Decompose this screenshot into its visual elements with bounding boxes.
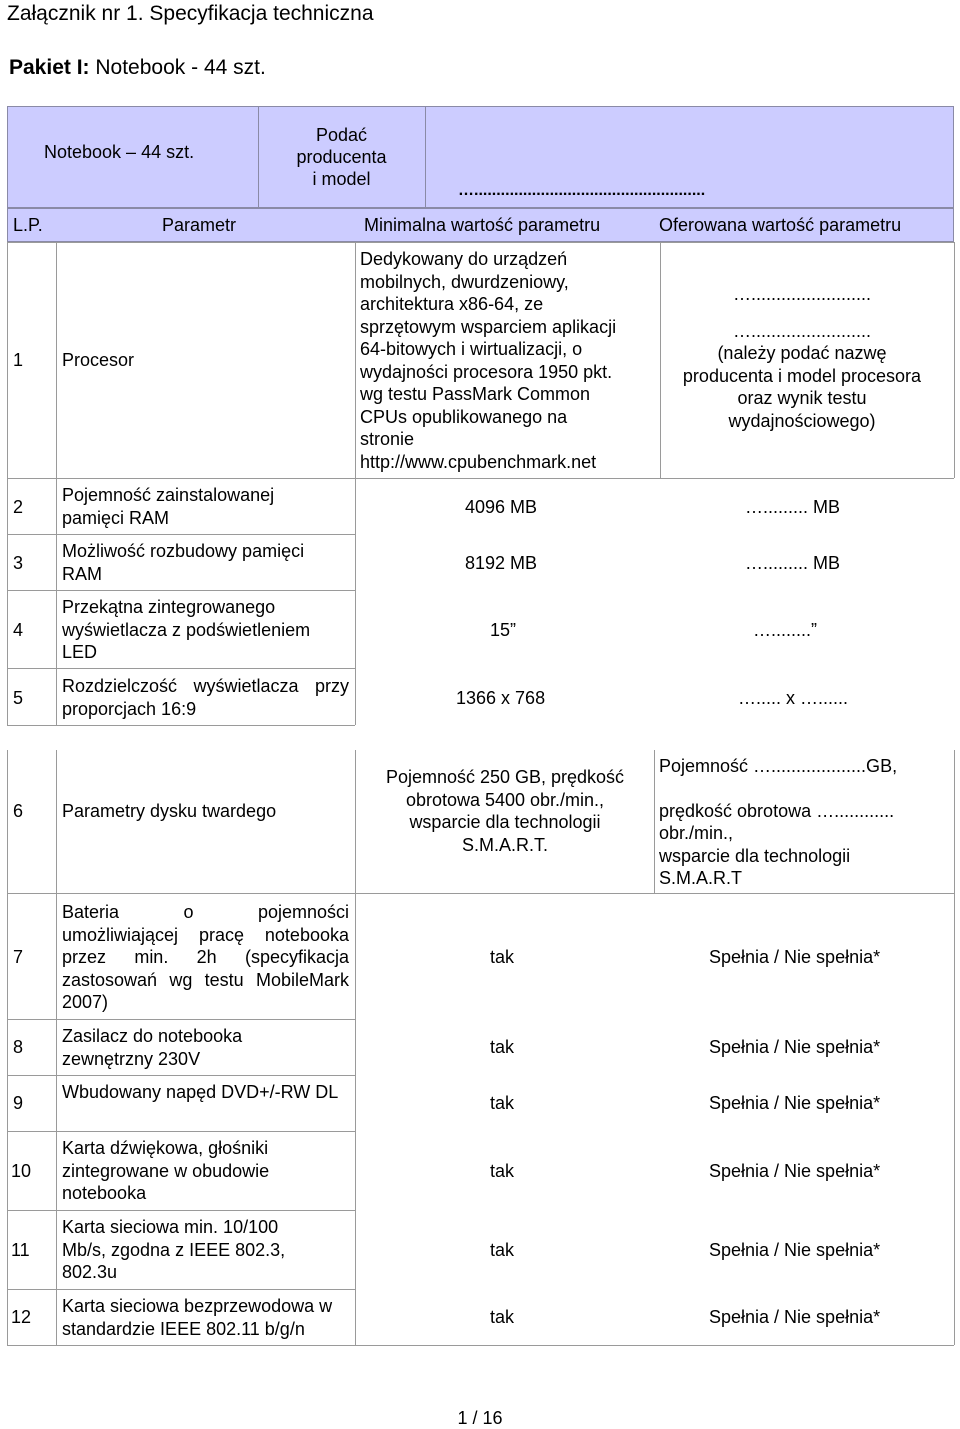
- row-number: 7: [13, 947, 24, 967]
- row-offered-value[interactable]: …........”: [753, 620, 818, 640]
- row-offered-value[interactable]: Spełnia / Nie spełnia*: [709, 1240, 881, 1260]
- grid-line: [7, 750, 8, 893]
- row-parameter: Parametry dysku twardego: [62, 801, 277, 821]
- grid-line: [7, 725, 355, 726]
- grid-line: [7, 1210, 355, 1211]
- grid-line: [355, 242, 356, 725]
- grid-line: [7, 242, 8, 725]
- row-min-value: 15”: [490, 620, 517, 640]
- row-number: 9: [13, 1093, 24, 1113]
- row-min-value: 8192 MB: [465, 553, 538, 573]
- grid-line: [7, 1131, 355, 1132]
- row-min-value: Pojemność 250 GB, prędkość obrotowa 5400 obr./min., wsparcie dla technologii S.M.A.R.T.: [385, 767, 625, 855]
- row-offered-value[interactable]: Spełnia / Nie spełnia*: [709, 1093, 881, 1113]
- row-parameter: Bateria o pojemności umożliwiającej pracę notebooka przez min. 2h (specyfikacja zastosowań wg testu MobileMark 2007): [62, 902, 349, 1012]
- grid-line: [355, 1345, 954, 1346]
- provide-model-label: Podać producenta i model: [296, 125, 387, 189]
- row-parameter: Pojemność zainstalowanej pamięci RAM: [62, 485, 275, 528]
- row-min-value: tak: [490, 1240, 515, 1260]
- row-parameter: Procesor: [62, 350, 135, 370]
- grid-line: [7, 668, 355, 669]
- grid-line: [7, 893, 8, 1345]
- row-number: 5: [13, 688, 24, 708]
- row-parameter: Zasilacz do notebooka zewnętrzny 230V: [62, 1026, 243, 1069]
- row-parameter: Wbudowany napęd DVD+/-RW DL: [62, 1082, 339, 1102]
- grid-line: [954, 242, 955, 478]
- grid-line: [56, 893, 57, 1345]
- grid-line: [7, 590, 355, 591]
- package-title: [9, 56, 266, 80]
- grid-line: [7, 534, 355, 535]
- row-number: 3: [13, 553, 24, 573]
- row-parameter: Karta sieciowa min. 10/100 Mb/s, zgodna z IEEE 802.3, 802.3u: [62, 1217, 286, 1282]
- row-offered-value[interactable]: Spełnia / Nie spełnia*: [709, 1037, 881, 1057]
- row-min-value: tak: [490, 1161, 515, 1181]
- row-offered-value[interactable]: …......... MB: [745, 553, 841, 573]
- row-min-value: tak: [490, 947, 515, 967]
- row-min-value: tak: [490, 1093, 515, 1113]
- grid-line: [7, 1075, 355, 1076]
- row-number: 11: [11, 1240, 30, 1260]
- row-offered-value[interactable]: Pojemność …...................GB, prędkość obrotowa …............ obr./min., wsparcie dla technologii S.M.A.R.T: [659, 756, 898, 888]
- grid-line: [56, 750, 57, 893]
- row-parameter: Rozdzielczość wyświetlacza przy proporcjach 16:9: [62, 676, 349, 719]
- row-offered-value[interactable]: …..... x …......: [738, 688, 849, 708]
- row-parameter: Przekątna zintegrowanego wyświetlacza z podświetleniem LED: [62, 597, 311, 662]
- col-lp: L.P.: [13, 215, 43, 235]
- package-text: Notebook - 44 szt.: [89, 56, 266, 79]
- row-min-value: Dedykowany do urządzeń mobilnych, dwurdzeniowy, architektura x86-64, ze sprzętowym wsparciem aplikacji 64-bitowych i wirtualizacji, o wydajności procesora 1950 pkt. wg testu PassMark Common CPUs opublikowanego na stronie http://www.cpubenchmark.net: [360, 249, 617, 472]
- page-number: 1 / 16: [457, 1408, 503, 1428]
- row-offered-value[interactable]: Spełnia / Nie spełnia*: [709, 1307, 881, 1327]
- grid-line: [7, 893, 954, 894]
- grid-line: [355, 893, 356, 1345]
- row-min-value: 4096 MB: [465, 497, 538, 517]
- row-parameter: Możliwość rozbudowy pamięci RAM: [62, 541, 305, 584]
- row-number: 1: [13, 350, 24, 370]
- model-input-dots[interactable]: …....................................................: [458, 182, 706, 199]
- col-parameter: Parametr: [162, 215, 237, 235]
- row-min-value: tak: [490, 1307, 515, 1327]
- grid-line: [954, 750, 955, 893]
- package-label: Pakiet I:: [9, 56, 90, 79]
- row-min-value: 1366 x 768: [456, 688, 546, 708]
- row-number: 2: [13, 497, 24, 517]
- grid-line: [7, 242, 355, 243]
- grid-line: [355, 478, 954, 479]
- row-number: 4: [13, 620, 24, 640]
- col-min-value: Minimalna wartość parametru: [364, 215, 601, 235]
- grid-line: [355, 242, 954, 243]
- row-number: 6: [13, 801, 24, 821]
- grid-line: [7, 478, 355, 479]
- row-number: 12: [11, 1307, 32, 1327]
- row-offered-value[interactable]: …........................ …........................ (należy podać nazwę producenta i model procesora oraz wynik testu wydajnościowego): [682, 284, 922, 431]
- row-offered-value[interactable]: …......... MB: [745, 497, 841, 517]
- grid-line: [7, 1019, 355, 1020]
- row-min-value: tak: [490, 1037, 515, 1057]
- grid-line: [954, 893, 955, 1345]
- document-title: Załącznik nr 1. Specyfikacja techniczna: [7, 2, 374, 25]
- row-parameter: Karta sieciowa bezprzewodowa w standardzie IEEE 802.11 b/g/n: [62, 1296, 333, 1339]
- row-offered-value[interactable]: Spełnia / Nie spełnia*: [709, 947, 881, 967]
- grid-line: [7, 1289, 355, 1290]
- row-offered-value[interactable]: Spełnia / Nie spełnia*: [709, 1161, 881, 1181]
- row-number: 8: [13, 1037, 24, 1057]
- row-number: 10: [11, 1161, 32, 1181]
- grid-line: [7, 1345, 355, 1346]
- grid-line: [56, 242, 57, 725]
- col-offered-value: Oferowana wartość parametru: [659, 215, 902, 235]
- row-parameter: Karta dźwiękowa, głośniki zintegrowane w obudowie notebooka: [62, 1138, 270, 1203]
- product-name: Notebook – 44 szt.: [44, 142, 195, 162]
